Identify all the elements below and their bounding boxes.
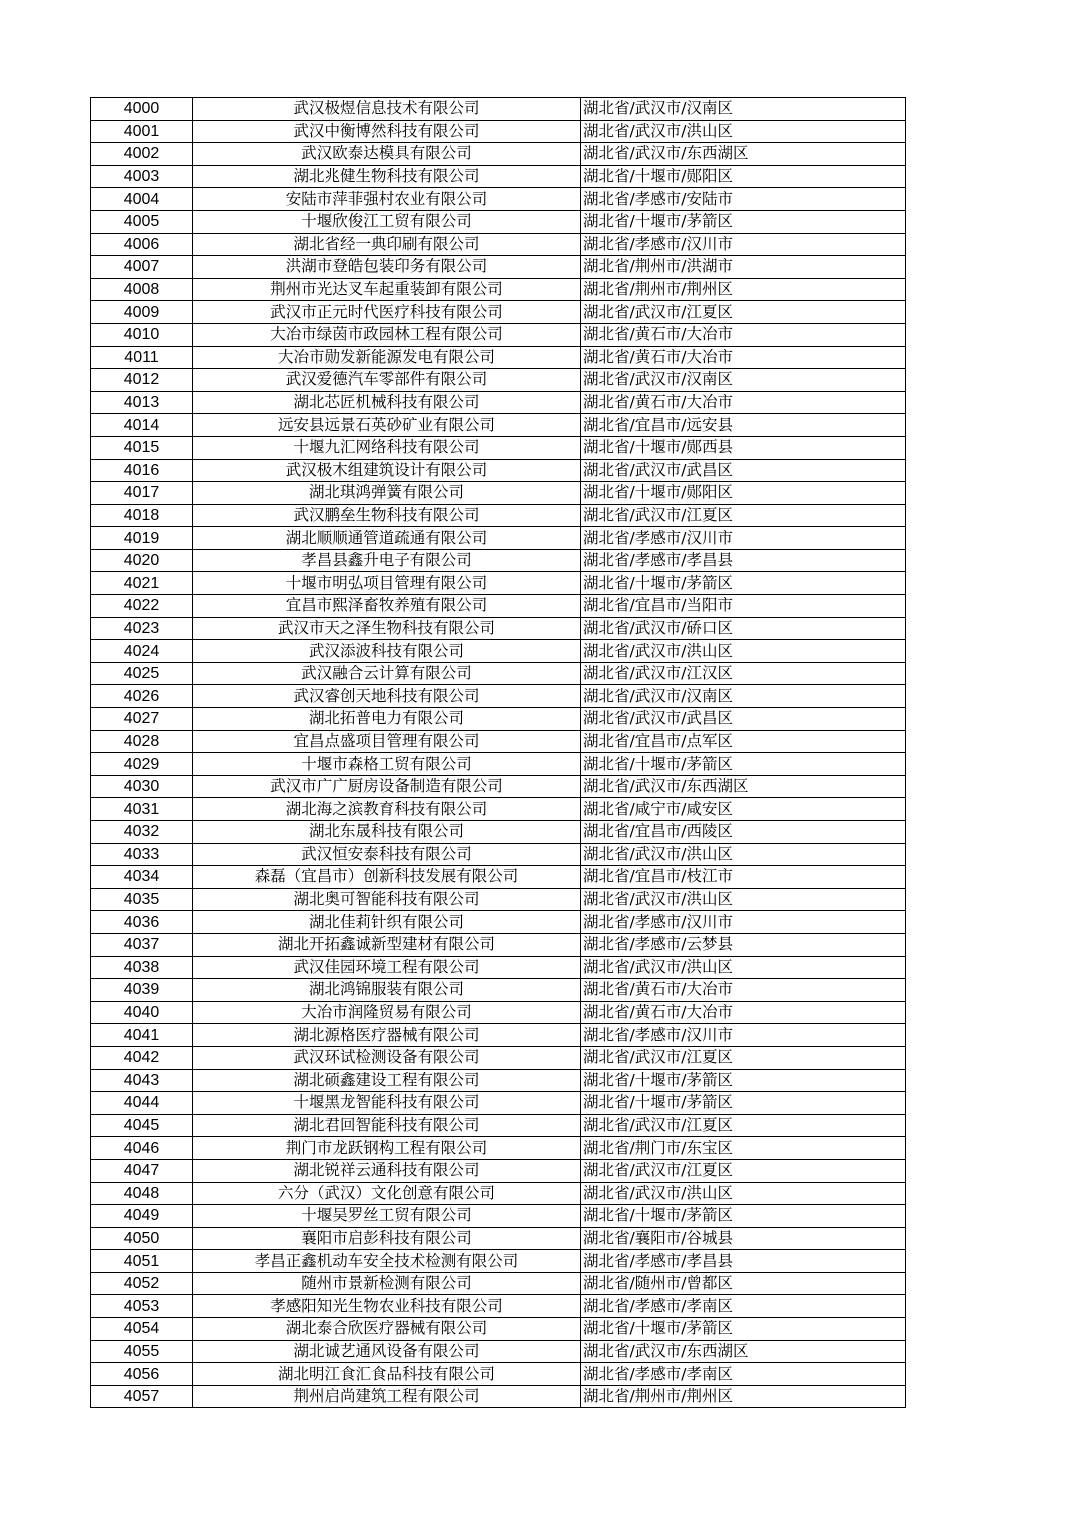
table-row: [91, 1363, 906, 1386]
region-cell: 湖北省/黄石市/大冶市: [581, 323, 906, 346]
table-row: [91, 933, 906, 956]
company-name-cell: 武汉爱德汽车零部件有限公司: [193, 369, 581, 392]
company-list-sheet: [90, 97, 902, 1408]
table-row: [91, 391, 906, 414]
table-row: [91, 662, 906, 685]
table-row: [91, 143, 906, 166]
company-name-cell: 十堰吴罗丝工贸有限公司: [193, 1205, 581, 1228]
company-name-cell: 十堰九汇网络科技有限公司: [193, 436, 581, 459]
region-cell: 湖北省/十堰市/茅箭区: [581, 1069, 906, 1092]
region-cell: 湖北省/宜昌市/点军区: [581, 730, 906, 753]
company-name-cell: 六分（武汉）文化创意有限公司: [193, 1182, 581, 1205]
row-number-cell: 4002: [91, 143, 193, 166]
row-number-cell: 4007: [91, 256, 193, 279]
region-cell: 湖北省/武汉市/洪山区: [581, 120, 906, 143]
region-cell: 湖北省/十堰市/茅箭区: [581, 1205, 906, 1228]
table-row: [91, 549, 906, 572]
table-row: [91, 527, 906, 550]
company-name-cell: 荆州市光达叉车起重装卸有限公司: [193, 278, 581, 301]
row-number-cell: 4012: [91, 369, 193, 392]
company-name-cell: 大冶市勋发新能源发电有限公司: [193, 346, 581, 369]
table-row: [91, 911, 906, 934]
row-number-cell: 4045: [91, 1114, 193, 1137]
row-number-cell: 4029: [91, 753, 193, 776]
company-name-cell: 大冶市润隆贸易有限公司: [193, 1001, 581, 1024]
company-name-cell: 湖北奥可智能科技有限公司: [193, 888, 581, 911]
company-name-cell: 远安县远景石英砂矿业有限公司: [193, 414, 581, 437]
table-row: [91, 685, 906, 708]
company-name-cell: 襄阳市启彭科技有限公司: [193, 1227, 581, 1250]
region-cell: 湖北省/宜昌市/西陵区: [581, 821, 906, 844]
company-name-cell: 湖北鸿锦服装有限公司: [193, 979, 581, 1002]
company-name-cell: 武汉鹏垒生物科技有限公司: [193, 504, 581, 527]
region-cell: 湖北省/荆州市/荆州区: [581, 278, 906, 301]
company-name-cell: 十堰欣俊江工贸有限公司: [193, 210, 581, 233]
company-name-cell: 湖北硕鑫建设工程有限公司: [193, 1069, 581, 1092]
row-number-cell: 4028: [91, 730, 193, 753]
row-number-cell: 4024: [91, 640, 193, 663]
company-table: [90, 97, 906, 1408]
region-cell: 湖北省/武汉市/武昌区: [581, 708, 906, 731]
company-name-cell: 武汉佳园环境工程有限公司: [193, 956, 581, 979]
region-cell: 湖北省/孝感市/孝南区: [581, 1363, 906, 1386]
table-row: [91, 730, 906, 753]
region-cell: 湖北省/襄阳市/谷城县: [581, 1227, 906, 1250]
table-row: [91, 979, 906, 1002]
region-cell: 湖北省/随州市/曾都区: [581, 1272, 906, 1295]
table-row: [91, 414, 906, 437]
region-cell: 湖北省/武汉市/东西湖区: [581, 1340, 906, 1363]
company-name-cell: 湖北明江食汇食品科技有限公司: [193, 1363, 581, 1386]
company-name-cell: 武汉中衡博然科技有限公司: [193, 120, 581, 143]
row-number-cell: 4055: [91, 1340, 193, 1363]
row-number-cell: 4046: [91, 1137, 193, 1160]
table-row: [91, 1182, 906, 1205]
region-cell: 湖北省/武汉市/江夏区: [581, 1046, 906, 1069]
company-name-cell: 湖北兆健生物科技有限公司: [193, 165, 581, 188]
row-number-cell: 4043: [91, 1069, 193, 1092]
region-cell: 湖北省/十堰市/茅箭区: [581, 572, 906, 595]
company-name-cell: 武汉极煜信息技术有限公司: [193, 98, 581, 121]
region-cell: 湖北省/武汉市/东西湖区: [581, 143, 906, 166]
table-row: [91, 120, 906, 143]
company-name-cell: 十堰市明弘项目管理有限公司: [193, 572, 581, 595]
company-name-cell: 武汉融合云计算有限公司: [193, 662, 581, 685]
table-row: [91, 210, 906, 233]
company-name-cell: 湖北海之滨教育科技有限公司: [193, 798, 581, 821]
row-number-cell: 4011: [91, 346, 193, 369]
table-row: [91, 708, 906, 731]
table-row: [91, 98, 906, 121]
table-row: [91, 369, 906, 392]
company-name-cell: 湖北芯匠机械科技有限公司: [193, 391, 581, 414]
region-cell: 湖北省/孝感市/汉川市: [581, 233, 906, 256]
row-number-cell: 4032: [91, 821, 193, 844]
company-name-cell: 武汉市广广厨房设备制造有限公司: [193, 775, 581, 798]
region-cell: 湖北省/十堰市/茅箭区: [581, 210, 906, 233]
row-number-cell: 4035: [91, 888, 193, 911]
company-name-cell: 孝感阳知光生物农业科技有限公司: [193, 1295, 581, 1318]
row-number-cell: 4051: [91, 1250, 193, 1273]
row-number-cell: 4050: [91, 1227, 193, 1250]
region-cell: 湖北省/武汉市/汉南区: [581, 369, 906, 392]
company-name-cell: 湖北源格医疗器械有限公司: [193, 1024, 581, 1047]
region-cell: 湖北省/黄石市/大冶市: [581, 391, 906, 414]
table-row: [91, 1250, 906, 1273]
company-name-cell: 武汉极木组建筑设计有限公司: [193, 459, 581, 482]
row-number-cell: 4030: [91, 775, 193, 798]
row-number-cell: 4044: [91, 1092, 193, 1115]
row-number-cell: 4042: [91, 1046, 193, 1069]
row-number-cell: 4016: [91, 459, 193, 482]
region-cell: 湖北省/宜昌市/当阳市: [581, 595, 906, 618]
table-row: [91, 1001, 906, 1024]
region-cell: 湖北省/孝感市/汉川市: [581, 911, 906, 934]
region-cell: 湖北省/武汉市/洪山区: [581, 843, 906, 866]
company-name-cell: 湖北开拓鑫诚新型建材有限公司: [193, 933, 581, 956]
table-row: [91, 1114, 906, 1137]
company-name-cell: 安陆市萍菲强村农业有限公司: [193, 188, 581, 211]
row-number-cell: 4049: [91, 1205, 193, 1228]
table-row: [91, 1205, 906, 1228]
company-name-cell: 十堰黑龙智能科技有限公司: [193, 1092, 581, 1115]
row-number-cell: 4037: [91, 933, 193, 956]
region-cell: 湖北省/宜昌市/远安县: [581, 414, 906, 437]
row-number-cell: 4003: [91, 165, 193, 188]
row-number-cell: 4013: [91, 391, 193, 414]
region-cell: 湖北省/黄石市/大冶市: [581, 1001, 906, 1024]
row-number-cell: 4021: [91, 572, 193, 595]
region-cell: 湖北省/孝感市/云梦县: [581, 933, 906, 956]
region-cell: 湖北省/宜昌市/枝江市: [581, 866, 906, 889]
region-cell: 湖北省/十堰市/茅箭区: [581, 1318, 906, 1341]
table-row: [91, 956, 906, 979]
row-number-cell: 4000: [91, 98, 193, 121]
row-number-cell: 4038: [91, 956, 193, 979]
region-cell: 湖北省/武汉市/武昌区: [581, 459, 906, 482]
company-name-cell: 洪湖市登皓包装印务有限公司: [193, 256, 581, 279]
row-number-cell: 4019: [91, 527, 193, 550]
table-row: [91, 1069, 906, 1092]
company-name-cell: 武汉市正元时代医疗科技有限公司: [193, 301, 581, 324]
region-cell: 湖北省/孝感市/孝昌县: [581, 549, 906, 572]
table-row: [91, 301, 906, 324]
table-row: [91, 1137, 906, 1160]
table-row: [91, 1318, 906, 1341]
region-cell: 湖北省/武汉市/汉南区: [581, 685, 906, 708]
company-name-cell: 随州市景新检测有限公司: [193, 1272, 581, 1295]
row-number-cell: 4004: [91, 188, 193, 211]
region-cell: 湖北省/荆州市/洪湖市: [581, 256, 906, 279]
row-number-cell: 4015: [91, 436, 193, 459]
table-row: [91, 256, 906, 279]
region-cell: 湖北省/武汉市/江汉区: [581, 662, 906, 685]
company-name-cell: 武汉睿创天地科技有限公司: [193, 685, 581, 708]
table-row: [91, 821, 906, 844]
company-name-cell: 湖北泰合欣医疗器械有限公司: [193, 1318, 581, 1341]
row-number-cell: 4010: [91, 323, 193, 346]
region-cell: 湖北省/十堰市/郧阳区: [581, 165, 906, 188]
table-row: [91, 595, 906, 618]
region-cell: 湖北省/武汉市/汉南区: [581, 98, 906, 121]
region-cell: 湖北省/孝感市/汉川市: [581, 527, 906, 550]
table-row: [91, 1340, 906, 1363]
region-cell: 湖北省/咸宁市/咸安区: [581, 798, 906, 821]
table-row: [91, 1385, 906, 1408]
region-cell: 湖北省/武汉市/江夏区: [581, 1114, 906, 1137]
table-row: [91, 459, 906, 482]
table-row: [91, 753, 906, 776]
row-number-cell: 4048: [91, 1182, 193, 1205]
company-name-cell: 十堰市森格工贸有限公司: [193, 753, 581, 776]
region-cell: 湖北省/武汉市/洪山区: [581, 888, 906, 911]
region-cell: 湖北省/黄石市/大冶市: [581, 979, 906, 1002]
company-name-cell: 孝昌正鑫机动车安全技术检测有限公司: [193, 1250, 581, 1273]
company-name-cell: 荆州启尚建筑工程有限公司: [193, 1385, 581, 1408]
row-number-cell: 4027: [91, 708, 193, 731]
region-cell: 湖北省/武汉市/江夏区: [581, 301, 906, 324]
table-row: [91, 843, 906, 866]
company-table-body: [91, 98, 906, 1408]
region-cell: 湖北省/武汉市/硚口区: [581, 617, 906, 640]
company-name-cell: 武汉环试检测设备有限公司: [193, 1046, 581, 1069]
table-row: [91, 1272, 906, 1295]
row-number-cell: 4036: [91, 911, 193, 934]
region-cell: 湖北省/孝感市/孝昌县: [581, 1250, 906, 1273]
region-cell: 湖北省/十堰市/茅箭区: [581, 1092, 906, 1115]
company-name-cell: 湖北拓普电力有限公司: [193, 708, 581, 731]
table-row: [91, 640, 906, 663]
row-number-cell: 4039: [91, 979, 193, 1002]
row-number-cell: 4025: [91, 662, 193, 685]
row-number-cell: 4017: [91, 482, 193, 505]
row-number-cell: 4056: [91, 1363, 193, 1386]
company-name-cell: 湖北锐祥云通科技有限公司: [193, 1159, 581, 1182]
region-cell: 湖北省/武汉市/江夏区: [581, 1159, 906, 1182]
region-cell: 湖北省/孝感市/汉川市: [581, 1024, 906, 1047]
row-number-cell: 4023: [91, 617, 193, 640]
row-number-cell: 4041: [91, 1024, 193, 1047]
region-cell: 湖北省/十堰市/郧西县: [581, 436, 906, 459]
company-name-cell: 武汉添波科技有限公司: [193, 640, 581, 663]
company-name-cell: 湖北君回智能科技有限公司: [193, 1114, 581, 1137]
table-row: [91, 866, 906, 889]
company-name-cell: 宜昌市熙泽畜牧养殖有限公司: [193, 595, 581, 618]
company-name-cell: 湖北诚艺通风设备有限公司: [193, 1340, 581, 1363]
table-row: [91, 775, 906, 798]
table-row: [91, 1092, 906, 1115]
row-number-cell: 4009: [91, 301, 193, 324]
company-name-cell: 森磊（宜昌市）创新科技发展有限公司: [193, 866, 581, 889]
table-row: [91, 346, 906, 369]
table-row: [91, 436, 906, 459]
row-number-cell: 4001: [91, 120, 193, 143]
table-row: [91, 504, 906, 527]
row-number-cell: 4008: [91, 278, 193, 301]
table-row: [91, 1227, 906, 1250]
table-row: [91, 617, 906, 640]
company-name-cell: 武汉欧泰达模具有限公司: [193, 143, 581, 166]
row-number-cell: 4031: [91, 798, 193, 821]
row-number-cell: 4057: [91, 1385, 193, 1408]
region-cell: 湖北省/荆州市/荆州区: [581, 1385, 906, 1408]
region-cell: 湖北省/十堰市/茅箭区: [581, 753, 906, 776]
row-number-cell: 4014: [91, 414, 193, 437]
row-number-cell: 4033: [91, 843, 193, 866]
region-cell: 湖北省/武汉市/洪山区: [581, 1182, 906, 1205]
region-cell: 湖北省/武汉市/洪山区: [581, 640, 906, 663]
row-number-cell: 4018: [91, 504, 193, 527]
table-row: [91, 188, 906, 211]
table-row: [91, 888, 906, 911]
table-row: [91, 1024, 906, 1047]
region-cell: 湖北省/武汉市/洪山区: [581, 956, 906, 979]
company-name-cell: 荆门市龙跃钢构工程有限公司: [193, 1137, 581, 1160]
company-name-cell: 湖北省经一典印刷有限公司: [193, 233, 581, 256]
company-name-cell: 武汉市天之泽生物科技有限公司: [193, 617, 581, 640]
row-number-cell: 4040: [91, 1001, 193, 1024]
table-row: [91, 482, 906, 505]
table-row: [91, 165, 906, 188]
row-number-cell: 4020: [91, 549, 193, 572]
region-cell: 湖北省/十堰市/郧阳区: [581, 482, 906, 505]
region-cell: 湖北省/武汉市/东西湖区: [581, 775, 906, 798]
table-row: [91, 1159, 906, 1182]
row-number-cell: 4047: [91, 1159, 193, 1182]
table-row: [91, 323, 906, 346]
region-cell: 湖北省/孝感市/安陆市: [581, 188, 906, 211]
row-number-cell: 4054: [91, 1318, 193, 1341]
row-number-cell: 4034: [91, 866, 193, 889]
table-row: [91, 1295, 906, 1318]
region-cell: 湖北省/荆门市/东宝区: [581, 1137, 906, 1160]
table-row: [91, 572, 906, 595]
table-row: [91, 798, 906, 821]
row-number-cell: 4006: [91, 233, 193, 256]
company-name-cell: 武汉恒安泰科技有限公司: [193, 843, 581, 866]
company-name-cell: 湖北顺顺通管道疏通有限公司: [193, 527, 581, 550]
company-name-cell: 大冶市绿茵市政园林工程有限公司: [193, 323, 581, 346]
row-number-cell: 4005: [91, 210, 193, 233]
table-row: [91, 1046, 906, 1069]
company-name-cell: 宜昌点盛项目管理有限公司: [193, 730, 581, 753]
company-name-cell: 湖北东晟科技有限公司: [193, 821, 581, 844]
row-number-cell: 4053: [91, 1295, 193, 1318]
company-name-cell: 湖北佳莉针织有限公司: [193, 911, 581, 934]
region-cell: 湖北省/黄石市/大冶市: [581, 346, 906, 369]
table-row: [91, 278, 906, 301]
row-number-cell: 4022: [91, 595, 193, 618]
region-cell: 湖北省/武汉市/江夏区: [581, 504, 906, 527]
table-row: [91, 233, 906, 256]
region-cell: 湖北省/孝感市/孝南区: [581, 1295, 906, 1318]
company-name-cell: 孝昌县鑫升电子有限公司: [193, 549, 581, 572]
row-number-cell: 4026: [91, 685, 193, 708]
company-name-cell: 湖北琪鸿弹簧有限公司: [193, 482, 581, 505]
row-number-cell: 4052: [91, 1272, 193, 1295]
